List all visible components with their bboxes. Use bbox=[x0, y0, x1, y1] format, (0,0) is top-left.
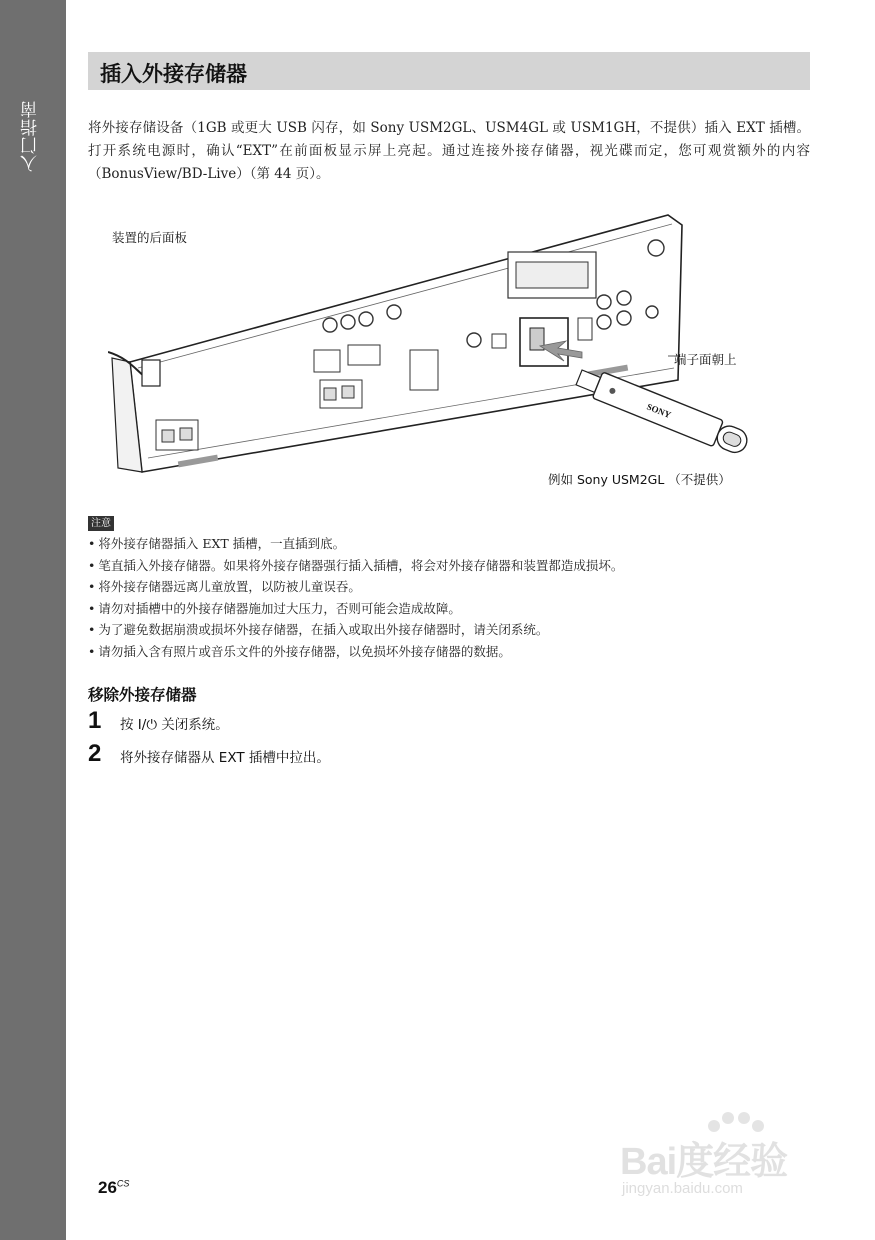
note-list bbox=[88, 533, 810, 663]
hdmi-out-port bbox=[348, 345, 380, 365]
example-label: 例如 Sony USM2GL （不提供） bbox=[548, 472, 731, 487]
note-item: • 将外接存储器远离儿童放置，以防被儿童误吞。 bbox=[88, 576, 810, 598]
power-inlet bbox=[142, 360, 160, 386]
step-2 bbox=[88, 740, 588, 770]
step-number: 2 bbox=[88, 740, 102, 767]
note-item: • 请勿插入含有照片或音乐文件的外接存储器，以免损坏外接存储器的数据。 bbox=[88, 641, 810, 663]
note-item: • 将外接存储器插入 EXT 插槽，一直插到底。 bbox=[88, 533, 810, 555]
section-header bbox=[88, 52, 810, 90]
direction-label: 端子面朝上 bbox=[674, 352, 737, 367]
component-jack bbox=[597, 315, 611, 329]
watermark-brand: Bai度经验 bbox=[620, 1141, 788, 1183]
chassis-outline bbox=[130, 215, 682, 472]
audio-jack bbox=[387, 305, 401, 319]
note-badge: 注意 bbox=[88, 516, 114, 531]
video-jack bbox=[467, 333, 481, 347]
note-item: • 请勿对插槽中的外接存储器施加过大压力，否则可能会造成故障。 bbox=[88, 598, 810, 620]
antenna-jack bbox=[648, 240, 664, 256]
hdmi-in-port bbox=[410, 350, 438, 390]
watermark-url: jingyan.baidu.com bbox=[622, 1180, 743, 1197]
audio-jack bbox=[323, 318, 337, 332]
component-jack bbox=[617, 291, 631, 305]
step-text: 按 I/⏻ 关闭系统。 bbox=[120, 717, 229, 733]
page-number-value: 26 bbox=[98, 1178, 117, 1197]
speaker-terminal bbox=[342, 386, 354, 398]
rear-panel-label: 装置的后面板 bbox=[112, 230, 188, 245]
watermark bbox=[618, 1108, 828, 1208]
rear-panel-illustration bbox=[108, 200, 758, 495]
lan-port bbox=[314, 350, 340, 372]
audio-jack bbox=[341, 315, 355, 329]
selector-switch bbox=[578, 318, 592, 340]
rear-panel-figure bbox=[108, 200, 758, 495]
audio-jack bbox=[359, 312, 373, 326]
step-1 bbox=[88, 707, 588, 737]
video-out-jack bbox=[646, 306, 658, 318]
speaker-terminal bbox=[162, 430, 174, 442]
side-tab-label: 入门指南 bbox=[21, 100, 41, 172]
speaker-terminal bbox=[324, 388, 336, 400]
side-tab bbox=[0, 0, 66, 1240]
note-item: • 笔直插入外接存储器。如果将外接存储器强行插入插槽，将会对外接存储器和装置都造成损坏。 bbox=[88, 555, 810, 577]
component-jack bbox=[597, 295, 611, 309]
usb-brand: SONY bbox=[645, 401, 673, 421]
component-jack bbox=[617, 311, 631, 325]
fan-vent-grille bbox=[516, 262, 588, 288]
intro-paragraph: 将外接存储设备（1GB 或更大 USB 闪存，如 Sony USM2GL、USM4GL 或 USM1GH，不提供）插入 EXT 插槽。打开系统电源时，确认“EXT”在前面板显示屏上亮起。通过连接外接存储器，视光碟而定，您可观赏额外的内容（BonusView/BD-Live）（第 44 页）。 bbox=[88, 120, 810, 182]
page-number bbox=[98, 1178, 129, 1198]
note-item: • 为了避免数据崩溃或损坏外接存储器，在插入或取出外接存储器时，请关闭系统。 bbox=[88, 619, 810, 641]
step-number: 1 bbox=[88, 707, 102, 734]
section-title: 插入外接存储器 bbox=[100, 62, 247, 86]
optical-port bbox=[492, 334, 506, 348]
page-suffix: CS bbox=[116, 1178, 130, 1189]
removal-heading: 移除外接存储器 bbox=[88, 686, 197, 704]
speaker-terminal bbox=[180, 428, 192, 440]
step-text: 将外接存储器从 EXT 插槽中拉出。 bbox=[120, 750, 330, 766]
